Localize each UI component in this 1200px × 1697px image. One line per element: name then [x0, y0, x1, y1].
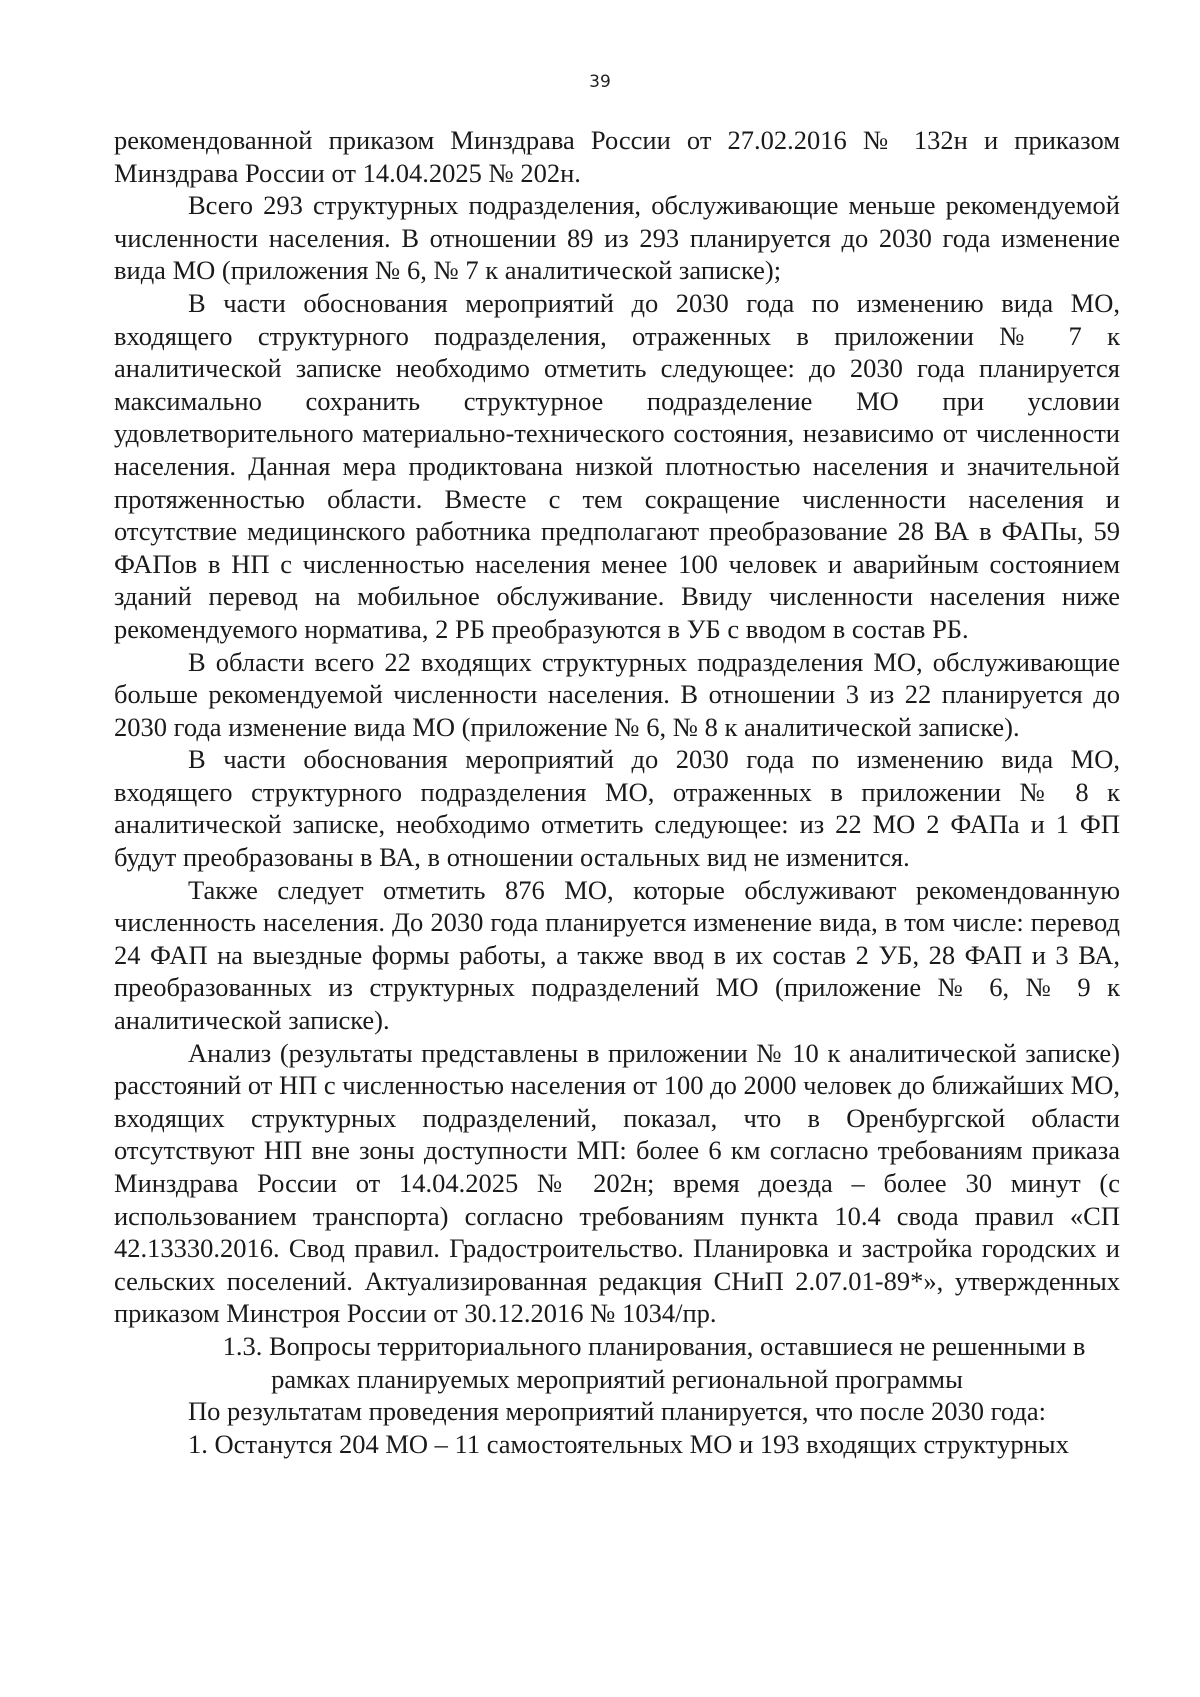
- document-body: [114, 124, 1120, 1460]
- paragraph-recommended-population: Также следует отметить 876 МО, которые обслуживают рекомендованную численность населения. До 2030 года планируется изменение вида, в том числе: перевод 24 ФАП на выездные формы работы, а также ввод в их состав 2 УБ, 28 ФАП и 3 ВА, преобразованных из структурных подразделений МО (приложение № 6, № 9 к аналитической записке).: [114, 874, 1120, 1036]
- paragraph-justification-appendix-8: В части обоснования мероприятий до 2030 года по изменению вида МО, входящего структурного подразделения МО, отраженных в приложении № 8 к аналитической записке, необходимо отметить следующее: из 22 МО 2 ФАПа и 1 ФП будут преобразованы в ВА, в отношении остальных вид не изменится.: [114, 744, 1120, 873]
- paragraph-structural-units-above: В области всего 22 входящих структурных подразделения МО, обслуживающие больше рекомендуемой численности населения. В отношении 3 из 22 планируется до 2030 года изменение вида МО (приложение № 6, № 8 к аналитической записке).: [114, 646, 1120, 742]
- paragraph-distance-analysis: Анализ (результаты представлены в приложении № 10 к аналитической записке) расстояний от НП с численностью населения от 100 до 2000 человек до ближайших МО, входящих структурных подразделений, показал, что в Оренбургской области отсутствуют НП вне зоны доступности МП: более 6 км согласно требованиям приказа Минздрава России от 14.04.2025 № 202н; время доезда – более 30 минут (с использованием транспорта) согласно требованиям пункта 10.4 свода правил «СП 42.13330.2016. Свод правил. Градостроительство. Планировка и застройка городских и сельских поселений. Актуализированная редакция СНиП 2.07.01-89*», утвержденных приказом Минстроя России от 30.12.2016 № 1034/пр.: [114, 1037, 1120, 1329]
- paragraph-justification-appendix-7: В части обоснования мероприятий до 2030 года по изменению вида МО, входящего структурного подразделения, отраженных в приложении № 7 к аналитической записке необходимо отметить следующее: до 2030 года планируется максимально сохранить структурное подразделение МО при условии удовлетворительного материально-технического состояния, независимо от численности населения. Данная мера продиктована низкой плотностью населения и значительной протяженностью области. Вместе с тем сокращение численности населения и отсутствие медицинского работника предполагают преобразование 28 ВА в ФАПы, 59 ФАПов в НП с численностью населения менее 100 человек и аварийным состоянием зданий перевод на мобильное обслуживание. Ввиду численности населения ниже рекомендуемого норматива, 2 РБ преобразуются в УБ с вводом в состав РБ.: [114, 287, 1120, 644]
- paragraph-continuation: рекомендованной приказом Минздрава России от 27.02.2016 № 132н и приказом Минздрава России от 14.04.2025 № 202н.: [114, 125, 1120, 188]
- paragraph-section-intro: По результатам проведения мероприятий планируется, что после 2030 года:: [188, 1396, 1046, 1427]
- paragraph-structural-units-below: Всего 293 структурных подразделения, обслуживающие меньше рекомендуемой численности населения. В отношении 89 из 293 планируется до 2030 года изменение вида МО (приложения № 6, № 7 к аналитической записке);: [114, 190, 1120, 286]
- page-number: 39: [589, 72, 611, 92]
- section-heading: 1.3. Вопросы территориального планирования, оставшиеся не решенными в рамках планируемых мероприятий региональной программы: [222, 1330, 1086, 1394]
- list-item-1: 1. Останутся 204 МО – 11 самостоятельных МО и 193 входящих структурных: [188, 1428, 1069, 1459]
